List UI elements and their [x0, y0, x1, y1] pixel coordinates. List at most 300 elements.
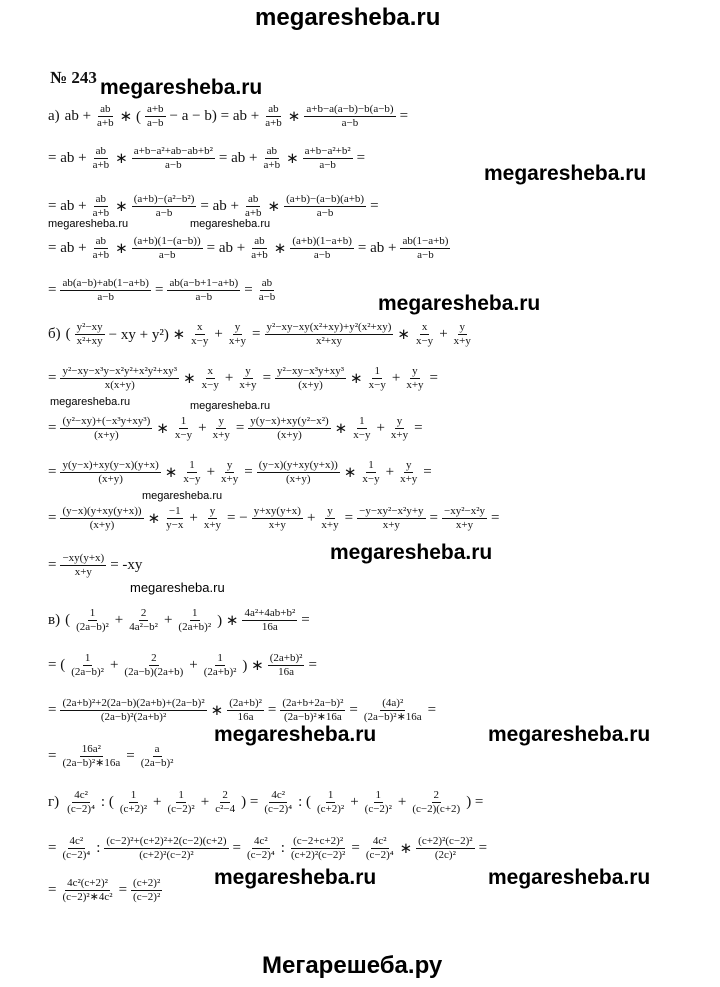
fraction-numerator: 1: [84, 651, 91, 664]
fraction-denominator: x+y: [203, 518, 222, 531]
expression-text: +: [189, 509, 198, 526]
fraction-denominator: x+y: [74, 565, 92, 578]
expression-text: = (: [48, 656, 66, 673]
expression-text: ∗: [115, 240, 128, 257]
equation-line-b6: [48, 545, 142, 585]
fraction-denominator: x+y: [400, 472, 418, 485]
expression-text: ∗: [399, 840, 413, 857]
fraction: [173, 415, 194, 442]
expression-text: : (: [100, 793, 114, 810]
fraction-numerator: y²−xy−xy(x²+xy)+y²(x²+xy): [266, 320, 392, 333]
expression-text: ∗: [350, 370, 363, 387]
fraction: [127, 607, 160, 634]
fraction-numerator: (y−x)(y+xy(y+x)): [258, 458, 338, 471]
fraction: [410, 789, 462, 816]
fraction-numerator: (c+2)²(c−2)²: [418, 834, 473, 847]
watermark: megaresheba.ru: [100, 76, 263, 99]
expression-text: = -xy: [110, 556, 143, 573]
expression-text: +: [153, 793, 162, 810]
fraction: [189, 321, 210, 348]
fraction: [202, 505, 223, 532]
fraction-numerator: y: [396, 414, 403, 427]
expression-text: =: [126, 747, 135, 764]
fraction-numerator: y: [412, 364, 418, 377]
expression-text: =: [48, 839, 57, 856]
fraction-numerator: a: [154, 742, 160, 755]
equation-line-b5: [48, 498, 499, 538]
part-label: б): [48, 325, 61, 342]
fraction-numerator: y: [234, 320, 241, 333]
expression-text: ab +: [64, 107, 92, 124]
fraction-denominator: (c−2)(c+2): [412, 802, 461, 815]
fraction: [202, 652, 239, 679]
expression-text: : (: [298, 793, 311, 810]
fraction-numerator: (a+b)(1−a+b): [292, 234, 352, 247]
watermark: megaresheba.ru: [488, 723, 651, 746]
fraction-numerator: (a+b)−(a²−b²): [133, 192, 195, 205]
fraction-denominator: (c+2)²: [119, 802, 148, 815]
fraction: [166, 789, 197, 816]
fraction-numerator: 4c²: [271, 788, 286, 801]
fraction-numerator: (c−2+c+2)²: [293, 834, 344, 847]
fraction-numerator: (a+b)(1−(a−b)): [133, 234, 201, 247]
fraction-numerator: y: [405, 458, 412, 471]
expression-text: =: [429, 369, 438, 386]
fraction: [414, 321, 435, 348]
fraction-numerator: 4a²+4ab+b²: [244, 606, 296, 619]
fraction-denominator: x+y: [321, 518, 339, 531]
fraction-denominator: (c−2)²∗4c²: [62, 890, 113, 903]
expression-text: =: [118, 881, 128, 898]
fraction-numerator: 1: [368, 458, 374, 471]
fraction-numerator: 1: [374, 364, 380, 377]
watermark: megaresheba.ru: [48, 218, 129, 230]
expression-text: =: [48, 556, 57, 573]
equation-line-g1: [48, 782, 483, 822]
fraction: [91, 193, 112, 220]
fraction-numerator: y: [245, 364, 251, 377]
fraction-numerator: ab(a−b)+ab(1−a+b): [62, 276, 149, 289]
fraction: [145, 103, 166, 130]
fraction: [60, 743, 122, 770]
fraction-numerator: ab: [261, 276, 273, 289]
fraction: [227, 321, 248, 348]
fraction-denominator: x+y: [228, 334, 247, 347]
expression-text: ∗: [115, 198, 128, 215]
fraction-numerator: ab: [268, 102, 279, 115]
fraction: [91, 145, 112, 172]
fraction-denominator: (c−2)²: [364, 802, 392, 815]
watermark: megaresheba.ru: [378, 292, 541, 315]
fraction-denominator: a−b: [146, 116, 164, 129]
watermark: megaresheba.ru: [142, 490, 223, 502]
fraction: [104, 835, 228, 862]
expression-text: ∗: [115, 150, 128, 167]
fraction-numerator: ab: [254, 234, 265, 247]
expression-text: +: [200, 793, 210, 810]
fraction-numerator: (c+2)²: [133, 876, 161, 889]
fraction-denominator: a−b: [417, 248, 434, 261]
expression-text: =: [252, 325, 261, 342]
fraction-numerator: y²−xy: [76, 320, 103, 333]
fraction: [237, 365, 258, 392]
fraction-numerator: −xy(y+x): [62, 551, 105, 564]
fraction-denominator: (x+y): [298, 378, 323, 391]
fraction-numerator: (c−2)²+(c+2)²+2(c−2)(c+2): [106, 834, 227, 847]
fraction-denominator: a+b: [244, 206, 262, 219]
fraction-numerator: (y²−xy)+(−x³y+xy³): [62, 414, 151, 427]
watermark: megaresheba.ru: [50, 396, 131, 408]
fraction-denominator: a−b: [313, 248, 331, 261]
expression-text: ∗: [267, 198, 281, 215]
equation-line-a5: [48, 270, 278, 310]
fraction-denominator: 16a: [237, 710, 254, 723]
expression-text: ) =: [466, 793, 484, 810]
fraction: [284, 193, 366, 220]
fraction-denominator: y−x: [166, 518, 184, 531]
expression-text: +: [114, 611, 124, 628]
fraction-denominator: x+y: [455, 518, 474, 531]
fraction-numerator: 2: [151, 651, 157, 664]
fraction-numerator: 1: [327, 788, 334, 801]
fraction: [242, 607, 297, 634]
fraction: [65, 789, 97, 816]
equation-line-g2: [48, 828, 487, 868]
fraction-denominator: (2a+b)²: [178, 620, 212, 633]
fraction-denominator: (2a−b)²∗16a: [363, 710, 422, 723]
fraction-denominator: a−b: [97, 290, 115, 303]
fraction: [211, 415, 232, 442]
fraction: [364, 835, 396, 862]
fraction: [132, 235, 203, 262]
fraction: [319, 505, 340, 532]
fraction-denominator: x−y: [368, 378, 386, 391]
fraction-numerator: y²−xy−x³y+xy³: [277, 364, 345, 377]
fraction-denominator: (2c)²: [434, 848, 456, 861]
expression-text: +: [163, 611, 173, 628]
expression-text: +: [224, 369, 234, 386]
fraction: [442, 505, 487, 532]
fraction-numerator: (a+b)−(a−b)(a+b): [286, 192, 365, 205]
fraction-numerator: ab: [248, 192, 259, 205]
fraction: [398, 459, 419, 486]
fraction-denominator: (2a−b)²: [140, 756, 174, 769]
expression-text: =: [48, 463, 57, 480]
fraction-numerator: y(y−x)+xy(y²−x²): [250, 414, 329, 427]
fraction: [60, 877, 114, 904]
expression-text: ∗: [334, 420, 348, 437]
footer-site-title: Мегарешеба.ру: [262, 952, 443, 979]
fraction: [262, 789, 294, 816]
fraction-denominator: x+y: [406, 378, 424, 391]
fraction: [60, 697, 206, 724]
fraction-denominator: x+y: [221, 472, 239, 485]
fraction: [243, 193, 264, 220]
expression-text: =: [429, 509, 438, 526]
watermark: megaresheba.ru: [214, 723, 377, 746]
expression-text: :: [96, 839, 101, 856]
equation-line-b4: [48, 452, 432, 492]
fraction-denominator: 4a²−b²: [129, 620, 158, 633]
fraction-denominator: 16a: [261, 620, 278, 633]
fraction: [257, 459, 340, 486]
expression-text: =: [244, 463, 253, 480]
expression-text: +: [206, 463, 216, 480]
fraction: [363, 789, 394, 816]
fraction-numerator: 1: [217, 651, 223, 664]
expression-text: =: [356, 149, 366, 166]
fraction-denominator: x(x+y): [104, 378, 135, 391]
fraction: [60, 459, 160, 486]
equation-line-v1: [48, 600, 310, 640]
fraction: [176, 607, 213, 634]
expression-text: +: [198, 419, 207, 436]
fraction-denominator: (x+y): [286, 472, 311, 485]
fraction-denominator: (x+y): [94, 428, 119, 441]
fraction-denominator: a+b: [251, 248, 268, 261]
fraction: [304, 103, 395, 130]
fraction: [289, 835, 347, 862]
fraction-denominator: a−b: [155, 206, 173, 219]
fraction-numerator: y²−xy−x³y−x²y²+x²y²+xy³: [62, 364, 178, 377]
fraction: [219, 459, 240, 486]
expression-text: =: [262, 369, 272, 386]
fraction: [252, 505, 303, 532]
fraction-denominator: a+b: [92, 248, 110, 261]
expression-text: =: [423, 463, 432, 480]
fraction-denominator: (c−2)⁴: [62, 848, 91, 861]
fraction-numerator: 1: [375, 788, 382, 801]
expression-text: ∗: [397, 326, 410, 343]
fraction: [261, 145, 282, 172]
part-label: в): [48, 611, 61, 628]
expression-text: =: [48, 281, 57, 298]
expression-text: = ab +: [48, 149, 87, 166]
fraction: [452, 321, 473, 348]
equation-line-v4: [48, 736, 176, 776]
expression-text: ∗: [343, 464, 357, 481]
fraction-denominator: a−b: [158, 248, 176, 261]
expression-text: +: [376, 419, 385, 436]
fraction: [69, 652, 106, 679]
equation-line-b1: [48, 314, 474, 354]
fraction-denominator: a−b: [316, 206, 334, 219]
fraction-denominator: a−b: [341, 116, 359, 129]
expression-text: +: [350, 793, 359, 810]
expression-text: = ab +: [206, 239, 246, 256]
expression-text: +: [189, 656, 198, 673]
fraction-denominator: x−y: [201, 378, 219, 391]
fraction: [139, 743, 176, 770]
fraction-numerator: 16a²: [81, 742, 101, 755]
expression-text: =: [48, 369, 57, 386]
watermark: megaresheba.ru: [488, 866, 651, 889]
fraction-denominator: x+y: [390, 428, 409, 441]
fraction-numerator: a+b: [146, 102, 164, 115]
fraction-numerator: a+b−a(a−b)−b(a−b): [306, 102, 394, 115]
fraction-denominator: (x+y): [98, 472, 123, 485]
fraction: [60, 277, 151, 304]
fraction-denominator: (c−2)²: [167, 802, 195, 815]
watermark: megaresheba.ru: [190, 400, 271, 412]
fraction: [118, 789, 149, 816]
fraction: [249, 235, 270, 262]
fraction: [60, 505, 143, 532]
fraction-denominator: a+b: [265, 116, 282, 129]
fraction-denominator: x−y: [353, 428, 371, 441]
fraction: [257, 277, 278, 304]
fraction-denominator: (c+2)²: [316, 802, 345, 815]
expression-text: =: [48, 881, 57, 898]
fraction-denominator: (2a−b)(2a+b): [124, 665, 184, 678]
fraction-denominator: (2a−b)²: [76, 620, 109, 633]
fraction: [367, 365, 388, 392]
fraction: [416, 835, 474, 862]
fraction: [404, 365, 425, 392]
fraction-numerator: 2: [222, 788, 228, 801]
expression-text: =: [48, 747, 57, 764]
part-label: а): [48, 107, 60, 124]
fraction-numerator: 2: [140, 606, 147, 619]
expression-text: =: [235, 419, 245, 436]
expression-text: ∗: [286, 150, 299, 167]
fraction-numerator: ab: [266, 144, 277, 157]
fraction-numerator: 2: [433, 788, 440, 801]
fraction-numerator: ab(a−b+1−a+b): [169, 276, 239, 289]
fraction-denominator: (2a+b)²: [203, 665, 237, 678]
fraction-denominator: (c−2)⁴: [247, 848, 275, 861]
expression-text: ∗: [273, 240, 287, 257]
fraction-denominator: a+b: [263, 158, 281, 171]
expression-text: =: [48, 419, 57, 436]
fraction: [213, 789, 237, 816]
fraction-denominator: x−y: [191, 334, 209, 347]
equation-line-g3: [48, 870, 163, 910]
expression-text: =: [399, 107, 409, 124]
expression-text: = ab +: [357, 239, 397, 256]
fraction-denominator: x+y: [239, 378, 257, 391]
fraction: [362, 697, 424, 724]
watermark: megaresheba.ru: [130, 580, 225, 595]
expression-text: = −: [227, 509, 248, 526]
fraction-numerator: ab: [95, 144, 107, 157]
expression-text: = ab +: [200, 197, 239, 214]
expression-text: =: [349, 701, 358, 718]
fraction: [60, 552, 106, 579]
fraction-numerator: 4c²: [74, 788, 88, 801]
fraction: [290, 235, 354, 262]
fraction: [265, 321, 394, 348]
expression-text: =: [48, 509, 57, 526]
fraction-denominator: (c−2)⁴: [264, 802, 293, 815]
fraction-numerator: y: [218, 414, 224, 427]
fraction-numerator: ab: [95, 234, 107, 247]
expression-text: +: [306, 509, 316, 526]
expression-text: +: [391, 369, 401, 386]
fraction-numerator: (y−x)(y+xy(y+x)): [62, 504, 142, 517]
equation-line-a2: [48, 138, 365, 178]
fraction: [131, 877, 162, 904]
part-label: г): [48, 793, 60, 810]
fraction: [60, 415, 152, 442]
fraction-denominator: x−y: [174, 428, 193, 441]
expression-text: ∗: [183, 370, 196, 387]
expression-text: =: [244, 281, 253, 298]
fraction-numerator: (2a+b+2a−b)²: [282, 696, 344, 709]
fraction-numerator: (2a+b)²+2(2a−b)(2a+b)+(2a−b)²: [62, 696, 205, 709]
expression-text: = ab +: [48, 197, 87, 214]
fraction: [167, 277, 240, 304]
expression-text: +: [109, 656, 119, 673]
expression-text: ∗: [147, 510, 161, 527]
fraction: [227, 697, 264, 724]
expression-text: +: [214, 325, 223, 342]
fraction-numerator: y: [226, 458, 233, 471]
fraction: [60, 365, 179, 392]
expression-text: =: [427, 701, 437, 718]
fraction-denominator: x−y: [362, 472, 380, 485]
fraction: [95, 103, 116, 130]
fraction: [74, 607, 111, 634]
fraction-numerator: y: [327, 504, 333, 517]
fraction-denominator: x−y: [415, 334, 434, 347]
fraction-denominator: a−b: [165, 158, 182, 171]
fraction-denominator: (2a−b)²: [71, 665, 104, 678]
fraction-denominator: x+y: [382, 518, 400, 531]
fraction-numerator: 4c²: [254, 834, 268, 847]
fraction: [181, 459, 202, 486]
fraction-denominator: 16a: [278, 665, 295, 678]
expression-text: ) ∗: [242, 657, 264, 674]
expression-text: =: [351, 839, 360, 856]
fraction-denominator: (c+2)²(c−2)²: [139, 848, 194, 861]
fraction: [351, 415, 372, 442]
fraction: [357, 505, 425, 532]
fraction-denominator: (2a−b)²∗16a: [62, 756, 121, 769]
fraction-numerator: ab(1−a+b): [402, 234, 449, 247]
problem-number: № 243: [50, 68, 97, 87]
fraction-numerator: −xy²−x²y: [444, 504, 486, 517]
expression-text: :: [280, 839, 285, 856]
expression-text: ∗: [156, 420, 169, 437]
watermark: megaresheba.ru: [330, 541, 493, 564]
fraction-numerator: (4a)²: [382, 696, 404, 709]
fraction-denominator: (x+y): [89, 518, 115, 531]
expression-text: +: [397, 793, 407, 810]
fraction-denominator: a+b: [97, 116, 114, 129]
fraction: [280, 697, 345, 724]
fraction-numerator: (2a+b)²: [269, 651, 303, 664]
fraction: [200, 365, 221, 392]
fraction-denominator: (c−2)⁴: [67, 802, 95, 815]
equation-line-a4: [48, 228, 451, 268]
equation-line-b2: [48, 358, 438, 398]
fraction: [315, 789, 346, 816]
expression-text: ∗: [164, 464, 178, 481]
fraction: [91, 235, 112, 262]
expression-text: (: [65, 611, 71, 628]
fraction-numerator: 1: [192, 606, 198, 619]
fraction-numerator: y: [209, 504, 216, 517]
fraction: [275, 365, 346, 392]
fraction-numerator: −1: [168, 504, 181, 517]
fraction-numerator: y: [459, 320, 466, 333]
fraction: [263, 103, 284, 130]
equation-line-b3: [48, 408, 423, 448]
watermark: megaresheba.ru: [484, 162, 647, 185]
fraction-numerator: ab: [100, 102, 111, 115]
fraction-denominator: (2a−b)²(2a+b)²: [100, 710, 167, 723]
